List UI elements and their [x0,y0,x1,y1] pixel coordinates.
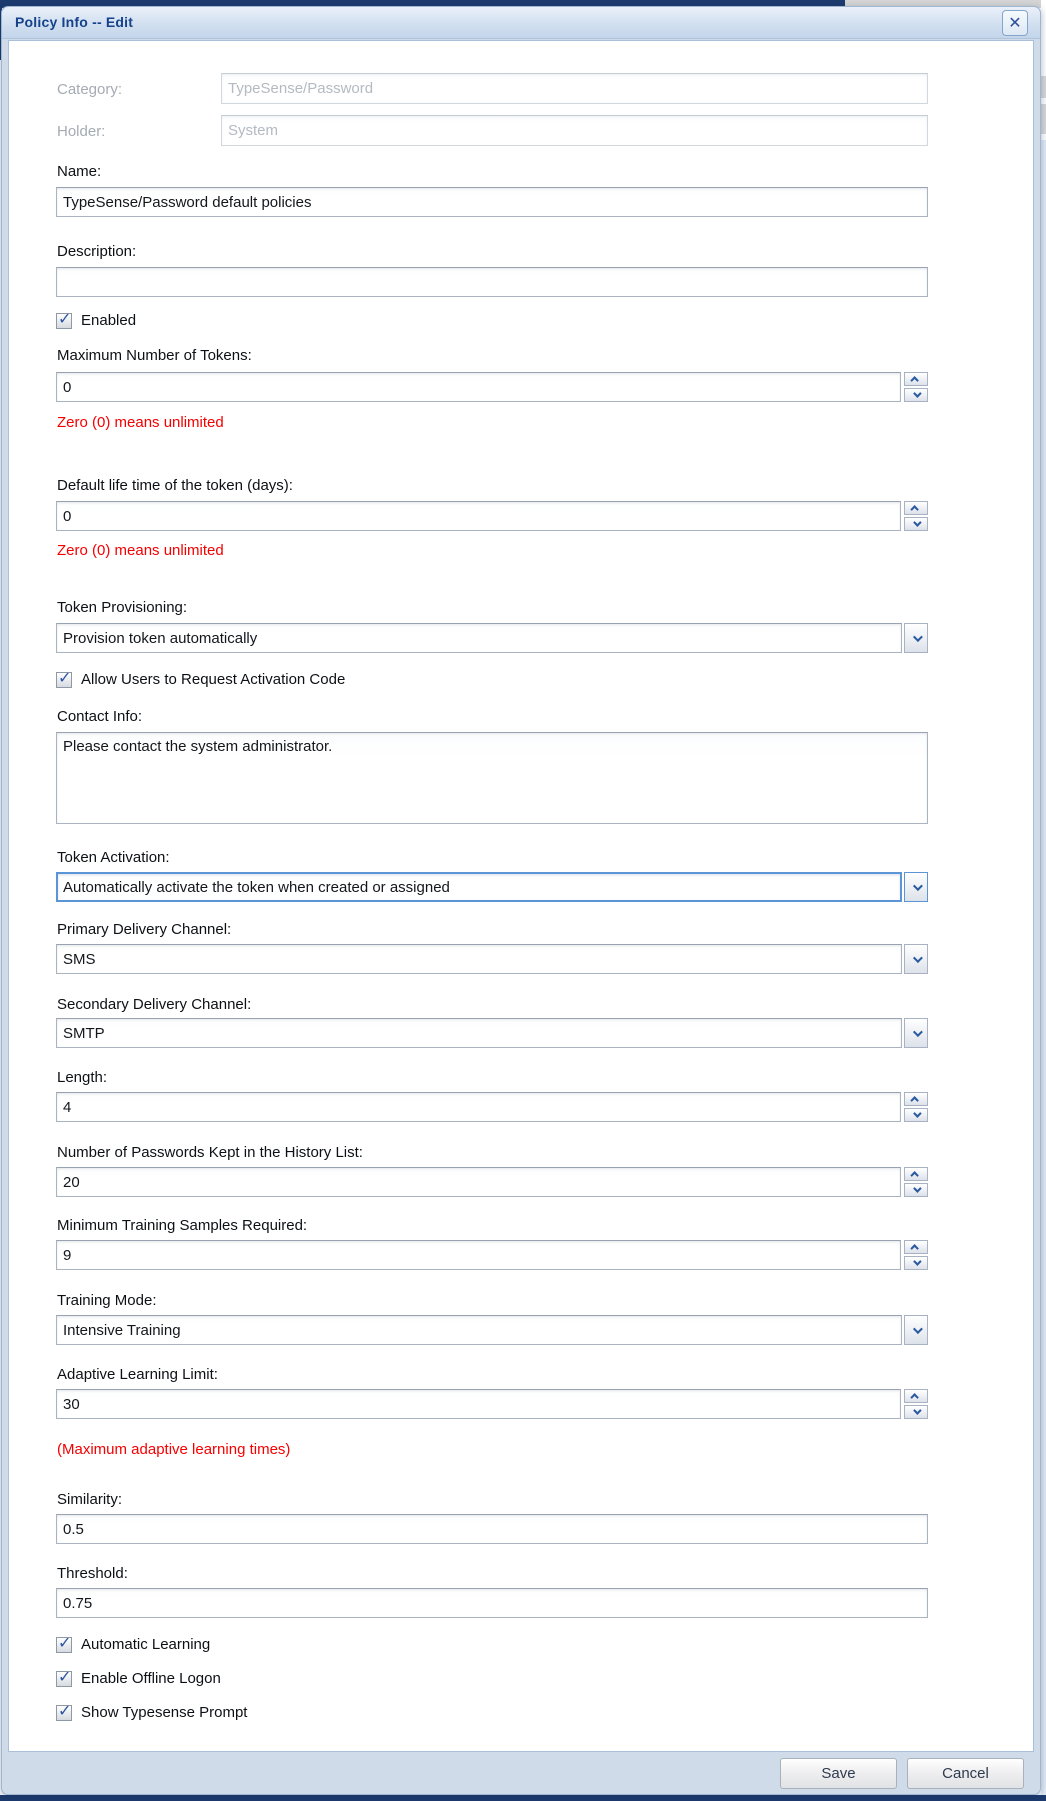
close-button[interactable] [1002,10,1028,36]
chevron-down-icon [913,1109,921,1117]
save-button[interactable] [780,1758,897,1789]
chevron-down-icon [913,389,921,397]
close-icon: ✕ [1008,15,1022,32]
spinner-down-button[interactable] [904,517,928,531]
training-mode-label: Training Mode: [57,1292,157,1309]
automatic-learning-checkbox[interactable] [56,1634,72,1653]
secondary-channel-combo [56,1018,928,1048]
chevron-down-icon [913,1184,921,1192]
check-icon: ✓ [58,669,72,687]
dialog-titlebar[interactable] [2,7,1040,39]
dialog-title: Policy Info -- Edit [15,14,134,30]
holder-field [221,115,928,146]
adaptive-limit-field[interactable] [56,1389,901,1419]
primary-channel-combo [56,944,928,974]
allow-activation-code-row [56,670,345,689]
spinner-down-button[interactable] [904,1405,928,1419]
token-activation-trigger[interactable] [904,872,928,902]
threshold-field[interactable] [56,1588,928,1618]
default-lifetime-note: Zero (0) means unlimited [57,542,224,559]
chevron-down-icon [913,1406,921,1414]
chevron-up-icon [910,1096,918,1104]
spinner-down-button[interactable] [904,1256,928,1270]
allow-activation-code-label: Allow Users to Request Activation Code [81,671,346,688]
max-tokens-spinner [904,372,928,402]
allow-activation-code-checkbox[interactable] [56,669,72,688]
enabled-label: Enabled [81,312,137,329]
show-typesense-prompt-label: Show Typesense Prompt [81,1704,248,1721]
training-mode-trigger[interactable] [904,1315,928,1345]
min-training-samples-field[interactable] [56,1240,901,1270]
token-activation-label: Token Activation: [57,849,170,866]
min-training-samples-label: Minimum Training Samples Required: [57,1217,308,1234]
enabled-checkbox-row [56,311,136,330]
spinner-down-button[interactable] [904,388,928,402]
chevron-up-icon [910,1171,918,1179]
spinner-up-button[interactable] [904,1092,928,1106]
adaptive-limit-spingroup [56,1389,928,1419]
chevron-up-icon [910,376,918,384]
token-provisioning-trigger[interactable] [904,623,928,653]
chevron-down-icon [912,1027,922,1037]
secondary-channel-trigger[interactable] [904,1018,928,1048]
spinner-up-button[interactable] [904,1389,928,1403]
enable-offline-logon-label: Enable Offline Logon [81,1670,221,1687]
backdrop-right-lower [1041,140,1046,1795]
default-lifetime-label: Default life time of the token (days): [57,477,293,494]
max-tokens-spingroup [56,372,928,402]
length-field[interactable] [56,1092,901,1122]
name-field[interactable] [56,187,928,217]
category-label: Category: [57,80,123,98]
chevron-up-icon [910,1244,918,1252]
enabled-checkbox[interactable] [56,310,72,329]
length-spinner [904,1092,928,1122]
show-typesense-prompt-row [56,1703,247,1722]
check-icon: ✓ [58,1702,72,1720]
chevron-down-icon [912,953,922,963]
backdrop-bottom [0,1795,1046,1801]
spinner-down-button[interactable] [904,1183,928,1197]
default-lifetime-spinner [904,501,928,531]
chevron-down-icon [912,881,922,891]
password-history-spinner [904,1167,928,1197]
check-icon: ✓ [58,1634,72,1652]
chevron-up-icon [910,505,918,513]
spinner-up-button[interactable] [904,1240,928,1254]
contact-info-label: Contact Info: [57,708,143,725]
spinner-up-button[interactable] [904,501,928,515]
primary-channel-trigger[interactable] [904,944,928,974]
max-tokens-label: Maximum Number of Tokens: [57,347,252,364]
policy-info-edit-dialog [1,6,1041,1795]
enable-offline-logon-checkbox[interactable] [56,1668,72,1687]
automatic-learning-label: Automatic Learning [81,1636,211,1653]
password-history-label: Number of Passwords Kept in the History List: [57,1144,363,1161]
automatic-learning-row [56,1635,210,1654]
contact-info-field[interactable] [56,732,928,824]
primary-channel-label: Primary Delivery Channel: [57,921,232,938]
holder-label: Holder: [57,122,106,140]
check-icon: ✓ [58,310,72,328]
min-training-samples-spingroup [56,1240,928,1270]
cancel-button-label: Cancel [942,1765,989,1782]
chevron-down-icon [913,518,921,526]
chevron-down-icon [912,1324,922,1334]
training-mode-combo [56,1315,928,1345]
description-field[interactable] [56,267,928,297]
spinner-down-button[interactable] [904,1108,928,1122]
token-activation-combo [56,872,928,902]
name-label: Name: [57,163,102,180]
cancel-button[interactable] [907,1758,1024,1789]
adaptive-limit-spinner [904,1389,928,1419]
default-lifetime-field[interactable] [56,501,901,531]
token-activation-value[interactable]: Automatically activate the token when created or assigned [56,872,902,902]
chevron-up-icon [910,1393,918,1401]
similarity-field[interactable] [56,1514,928,1544]
token-provisioning-value[interactable]: Provision token automatically [56,623,902,653]
password-history-spingroup [56,1167,928,1197]
enable-offline-logon-row [56,1669,221,1688]
check-icon: ✓ [58,1668,72,1686]
password-history-field[interactable] [56,1167,901,1197]
adaptive-limit-label: Adaptive Learning Limit: [57,1366,218,1383]
threshold-label: Threshold: [57,1565,128,1582]
max-tokens-field[interactable] [56,372,901,402]
token-provisioning-label: Token Provisioning: [57,599,188,616]
dialog-body [8,40,1034,1752]
length-spingroup [56,1092,928,1122]
chevron-down-icon [912,632,922,642]
chevron-down-icon [913,1257,921,1265]
primary-channel-value[interactable]: SMS [56,944,902,974]
max-tokens-note: Zero (0) means unlimited [57,414,224,431]
secondary-channel-value[interactable]: SMTP [56,1018,902,1048]
category-field [221,73,928,104]
token-provisioning-combo [56,623,928,653]
spinner-up-button[interactable] [904,372,928,386]
spinner-up-button[interactable] [904,1167,928,1181]
length-label: Length: [57,1069,108,1086]
adaptive-limit-note: (Maximum adaptive learning times) [57,1441,291,1458]
show-typesense-prompt-checkbox[interactable] [56,1702,72,1721]
training-mode-value[interactable]: Intensive Training [56,1315,902,1345]
default-lifetime-spingroup [56,501,928,531]
similarity-label: Similarity: [57,1491,123,1508]
min-training-samples-spinner [904,1240,928,1270]
secondary-channel-label: Secondary Delivery Channel: [57,996,252,1013]
description-label: Description: [57,243,137,260]
save-button-label: Save [821,1765,856,1782]
